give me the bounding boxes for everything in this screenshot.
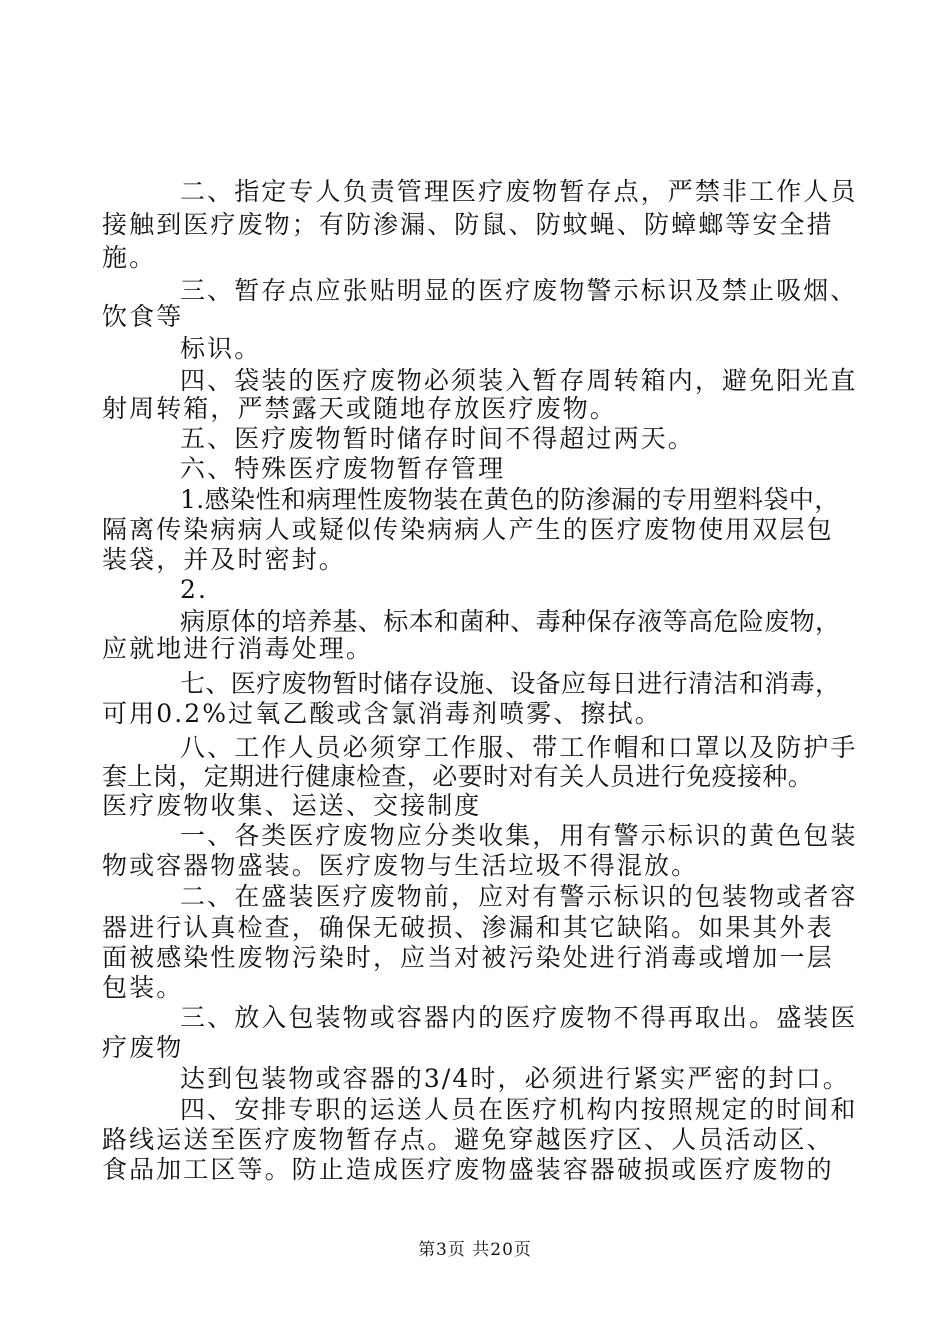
- text-line: 路线运送至医疗废物暂存点。避免穿越医疗区、人员活动区、: [102, 1125, 834, 1154]
- text-line: 射周转箱，严禁露天或随地存放医疗废物。: [102, 394, 617, 423]
- text-line: 标识。: [180, 334, 262, 363]
- text-line: 一、各类医疗废物应分类收集，用有警示标识的黄色包装: [180, 821, 858, 850]
- text-line: 接触到医疗废物；有防渗漏、防鼠、防蚊蝇、防蟑螂等安全措: [102, 210, 834, 239]
- text-line: 五、医疗废物暂时储存时间不得超过两天。: [180, 424, 695, 453]
- text-line: 三、暂存点应张贴明显的医疗废物警示标识及禁止吸烟、: [180, 276, 858, 305]
- text-line: 二、指定专人负责管理医疗废物暂存点，严禁非工作人员: [180, 177, 858, 206]
- text-line: 隔离传染病病人或疑似传染病病人产生的医疗废物使用双层包: [102, 515, 834, 544]
- text-line: 达到包装物或容器的3/4时，必须进行紧实严密的封口。: [180, 1064, 850, 1093]
- text-line: 施。: [102, 243, 157, 272]
- text-line: 饮食等: [102, 302, 184, 331]
- text-line: 六、特殊医疗废物暂存管理: [180, 454, 506, 483]
- page-number-footer: 第3页 共20页: [418, 1240, 532, 1260]
- text-line: 病原体的培养基、标本和菌种、毒种保存液等高危险废物，: [180, 607, 841, 636]
- text-line: 包装。: [102, 973, 184, 1002]
- text-line: 应就地进行消毒处理。: [102, 634, 374, 663]
- text-line: 七、医疗废物暂时储存设施、设备应每日进行清洁和消毒，: [180, 669, 841, 698]
- text-line: 1.感染性和病理性废物装在黄色的防渗漏的专用塑料袋中，: [180, 485, 840, 514]
- text-line: 二、在盛装医疗废物前，应对有警示标识的包装物或者容: [180, 882, 858, 911]
- text-line: 疗废物: [102, 1033, 184, 1062]
- text-line: 四、袋装的医疗废物必须装入暂存周转箱内，避免阳光直: [180, 366, 858, 395]
- text-line: 2.: [180, 575, 209, 604]
- text-line: 四、安排专职的运送人员在医疗机构内按照规定的时间和: [180, 1095, 858, 1124]
- text-line: 装袋，并及时密封。: [102, 545, 346, 574]
- text-line: 医疗废物收集、运送、交接制度: [102, 791, 482, 820]
- text-line: 食品加工区等。防止造成医疗废物盛装容器破损或医疗废物的: [102, 1155, 834, 1184]
- text-line: 器进行认真检查，确保无破损、渗漏和其它缺陷。如果其外表: [102, 913, 834, 942]
- text-line: 面被感染性废物污染时，应当对被污染处进行消毒或增加一层: [102, 943, 834, 972]
- text-line: 三、放入包装物或容器内的医疗废物不得再取出。盛装医: [180, 1003, 858, 1032]
- text-line: 八、工作人员必须穿工作服、带工作帽和口罩以及防护手: [180, 733, 858, 762]
- text-line: 套上岗，定期进行健康检查，必要时对有关人员进行免疫接种。: [102, 762, 814, 791]
- text-line: 物或容器物盛装。医疗废物与生活垃圾不得混放。: [102, 851, 699, 880]
- text-line: 可用0.2%过氧乙酸或含氯消毒剂喷雾、擦拭。: [102, 699, 662, 728]
